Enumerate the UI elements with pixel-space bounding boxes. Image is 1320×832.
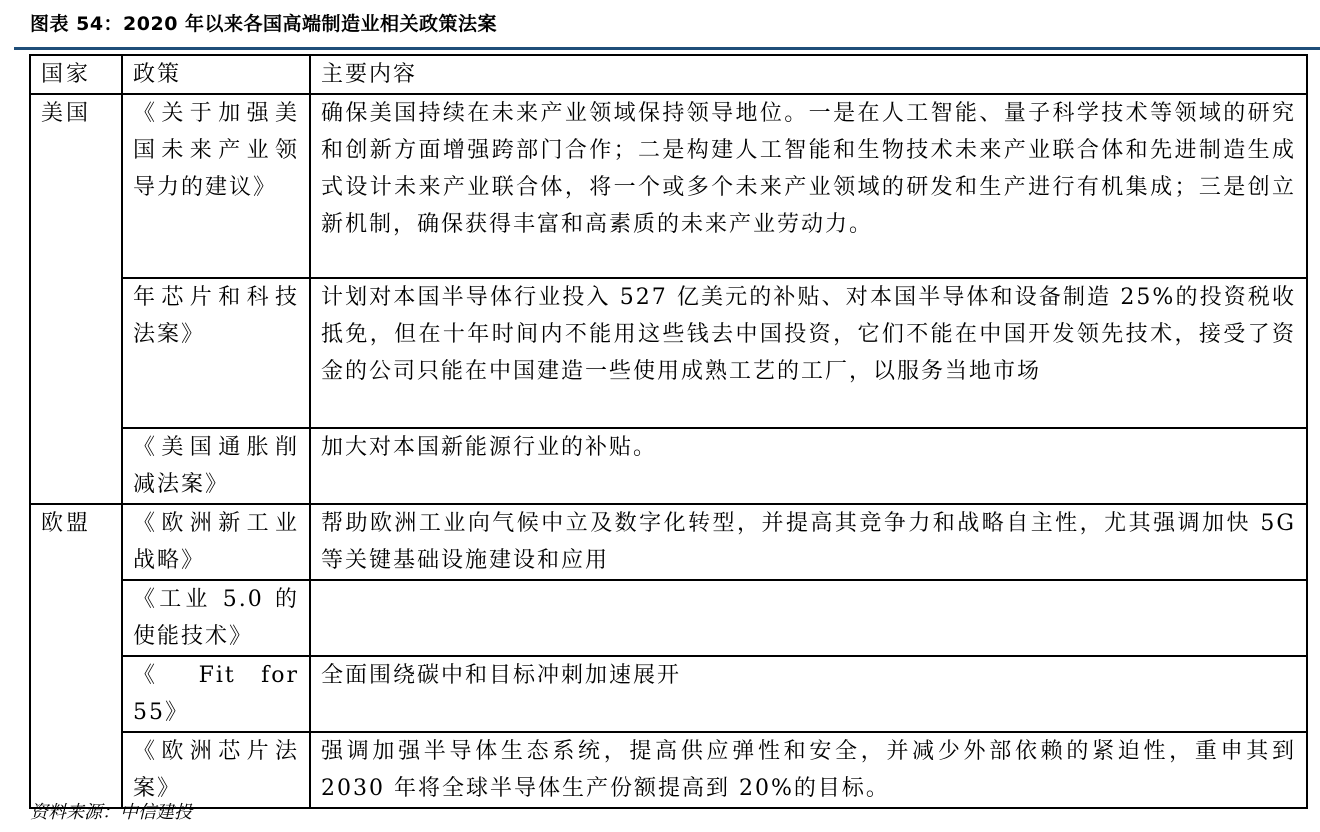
policy-cell: 年芯片和科技法案》 — [122, 278, 310, 428]
policy-table — [29, 54, 1308, 809]
table-row — [30, 656, 1307, 732]
header-country: 国家 — [30, 55, 122, 94]
policy-cell: 《美国通胀削减法案》 — [122, 428, 310, 504]
table-row — [30, 732, 1307, 808]
table-header-row — [30, 55, 1307, 94]
table-row — [30, 428, 1307, 504]
content-cell: 全面围绕碳中和目标冲刺加速展开 — [310, 656, 1307, 732]
country-cell-eu: 欧盟 — [30, 504, 122, 808]
table-row — [30, 504, 1307, 580]
content-cell: 加大对本国新能源行业的补贴。 — [310, 428, 1307, 504]
country-cell-us: 美国 — [30, 94, 122, 504]
table-row — [30, 278, 1307, 428]
content-cell: 计划对本国半导体行业投入 527 亿美元的补贴、对本国半导体和设备制造 25%的投资税收抵免，但在十年时间内不能用这些钱去中国投资，它们不能在中国开发领先技术，接受了资金的公司只能在中国建造一些使用成熟工艺的工厂，以服务当地市场 — [310, 278, 1307, 428]
table-row — [30, 580, 1307, 656]
source-note: 资料来源：中信建投 — [30, 802, 192, 823]
content-cell: 确保美国持续在未来产业领域保持领导地位。一是在人工智能、量子科学技术等领域的研究和创新方面增强跨部门合作；二是构建人工智能和生物技术未来产业联合体和先进制造生成式设计未来产业联合体，将一个或多个未来产业领域的研发和生产进行有机集成；三是创立新机制，确保获得丰富和高素质的未来产业劳动力。 — [310, 94, 1307, 278]
header-policy: 政策 — [122, 55, 310, 94]
table-row — [30, 94, 1307, 278]
content-cell — [310, 580, 1307, 656]
policy-cell: 《 Fit for 55》 — [122, 656, 310, 732]
content-cell: 强调加强半导体生态系统，提高供应弹性和安全，并减少外部依赖的紧迫性，重申其到 2030 年将全球半导体生产份额提高到 20%的目标。 — [310, 732, 1307, 808]
figure-title: 图表 54：2020 年以来各国高端制造业相关政策法案 — [30, 13, 498, 35]
header-content: 主要内容 — [310, 55, 1307, 94]
title-rule — [14, 47, 1320, 50]
policy-cell: 《欧洲新工业战略》 — [122, 504, 310, 580]
content-cell: 帮助欧洲工业向气候中立及数字化转型，并提高其竞争力和战略自主性，尤其强调加快 5G 等关键基础设施建设和应用 — [310, 504, 1307, 580]
policy-cell: 《欧洲芯片法案》 — [122, 732, 310, 808]
policy-cell: 《工业 5.0 的使能技术》 — [122, 580, 310, 656]
policy-cell: 《关于加强美国未来产业领导力的建议》 — [122, 94, 310, 278]
